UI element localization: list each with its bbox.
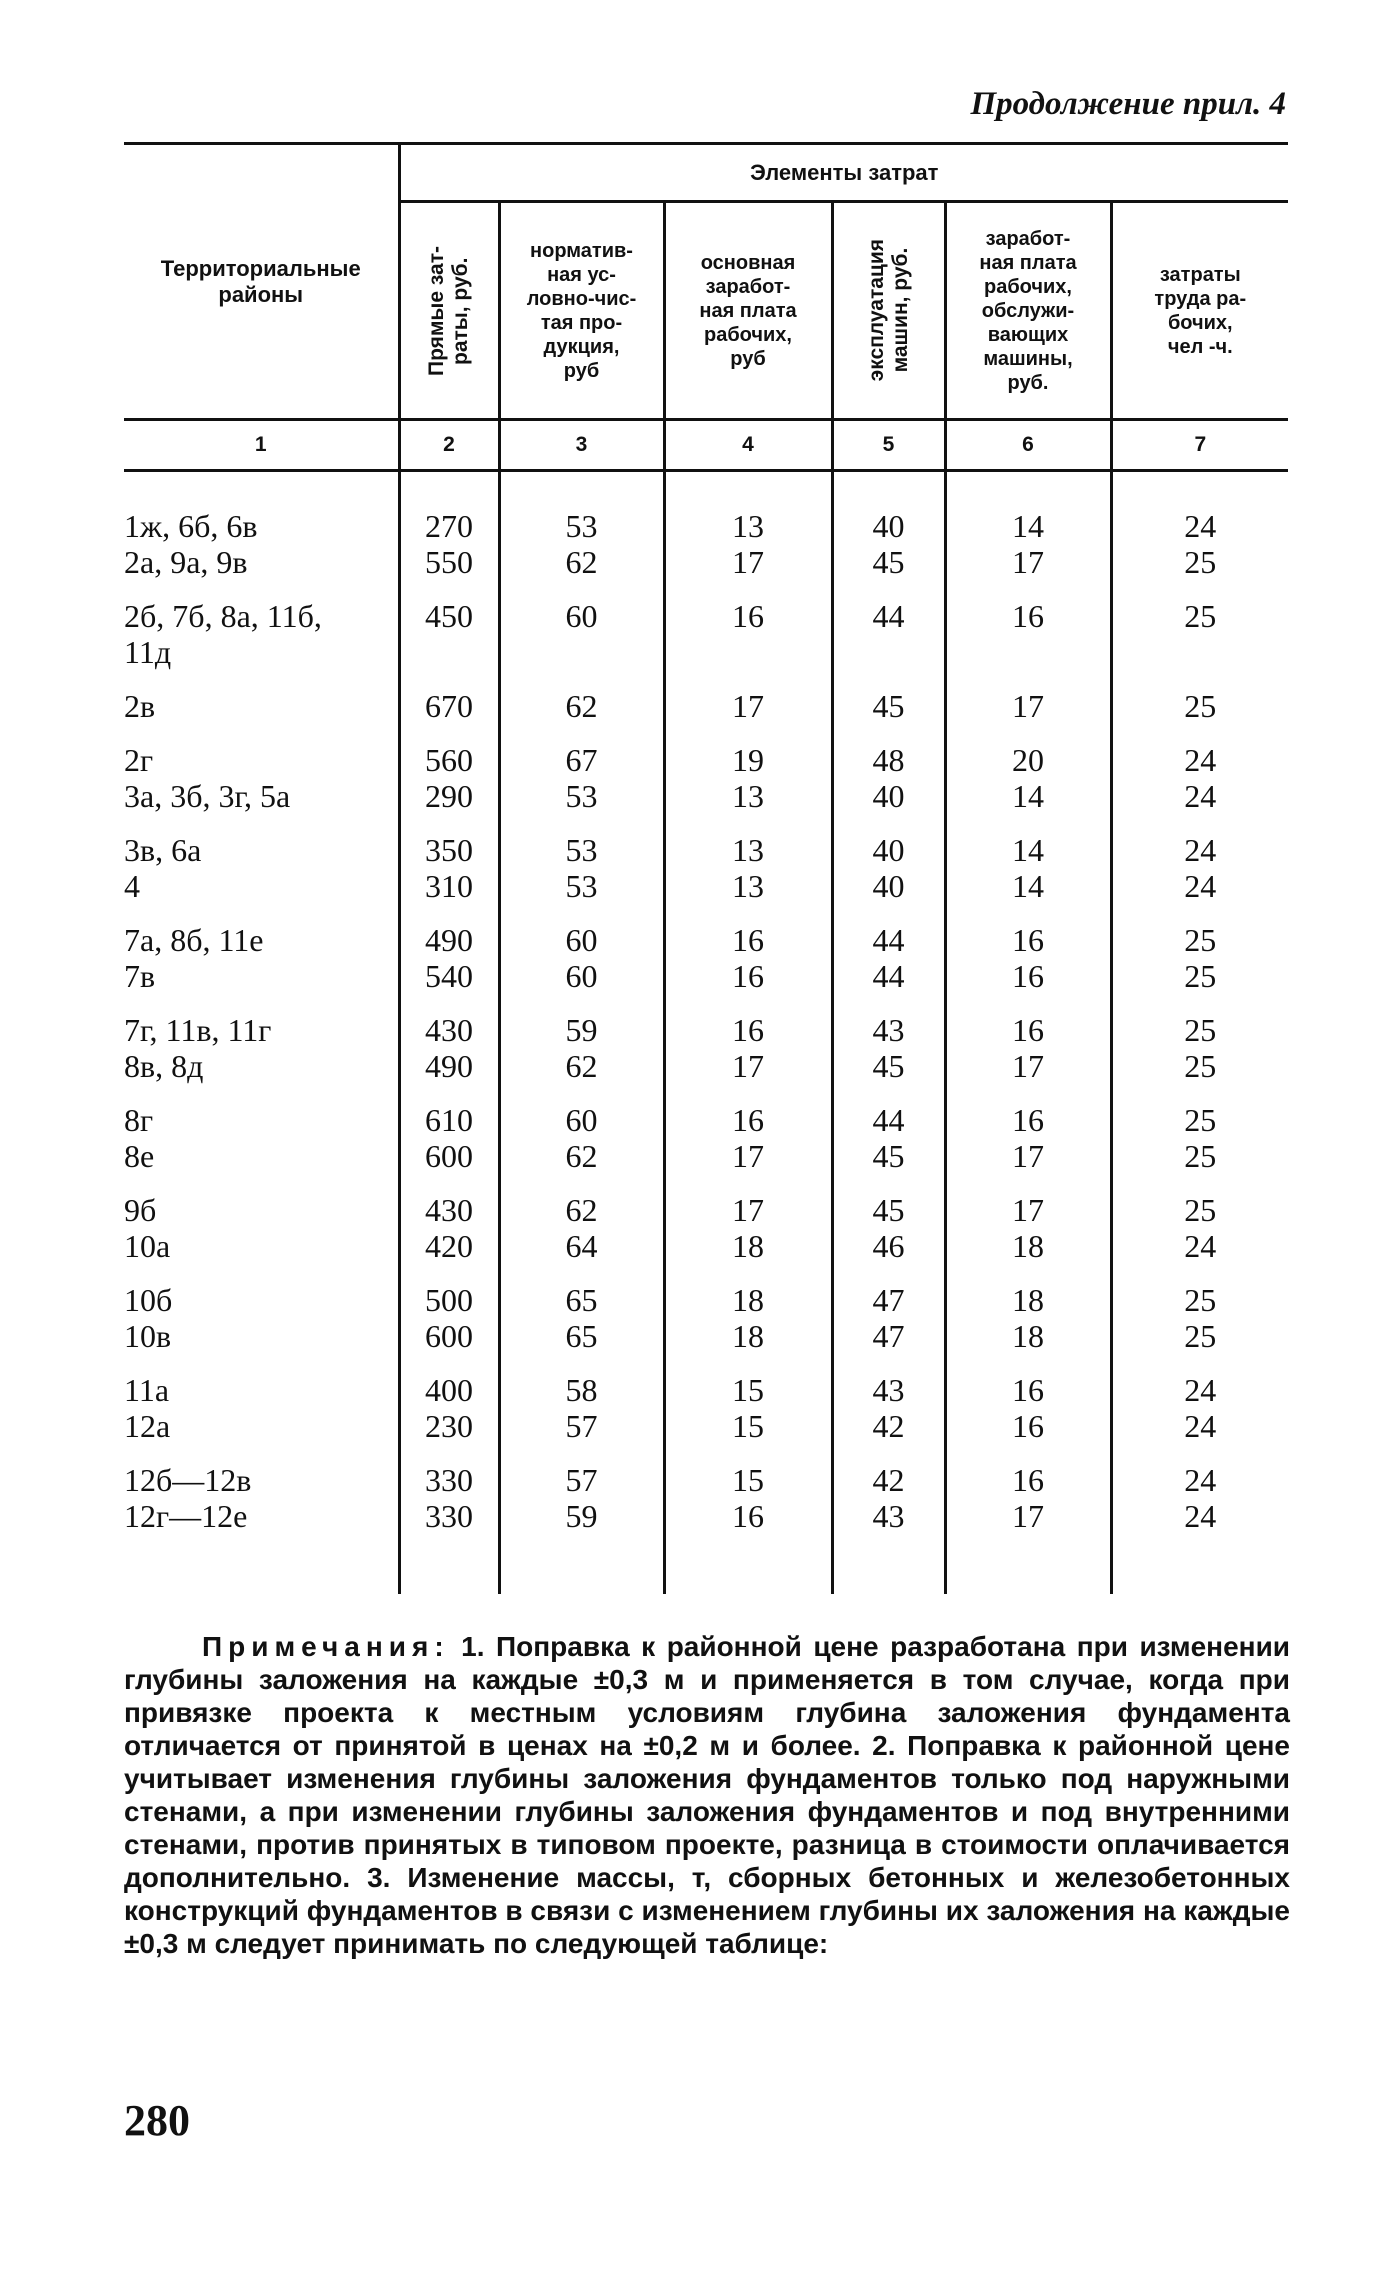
value-cell: 500 600 [399, 1264, 499, 1354]
value-cell: 400 230 [399, 1354, 499, 1444]
value-cell: 18 18 [664, 1264, 832, 1354]
column-number: 4 [664, 420, 832, 471]
value-cell: 430 420 [399, 1174, 499, 1264]
value-cell: 25 24 [1111, 1174, 1288, 1264]
region-cell: 2в [124, 688, 156, 724]
column-number: 7 [1111, 420, 1288, 471]
value-cell: 24 25 [1111, 471, 1288, 581]
price-table [124, 142, 1288, 1594]
value-cell: 490 540 [399, 904, 499, 994]
region-cell: 11а 12а [124, 1372, 171, 1444]
empty-cell [1111, 1534, 1288, 1594]
table-tail [124, 1534, 1288, 1594]
value-cell: 58 57 [499, 1354, 664, 1444]
value-cell: 62 64 [499, 1174, 664, 1264]
table-body [124, 471, 1288, 1595]
table-row [124, 1174, 1288, 1264]
table-row [124, 814, 1288, 904]
value-cell: 17 [664, 670, 832, 724]
notes-paragraph [124, 1630, 1290, 1960]
region-cell: 1ж, 6б, 6в 2а, 9а, 9в [124, 508, 258, 580]
empty-cell [945, 1534, 1111, 1594]
page-number: 280 [124, 2096, 190, 2145]
value-cell: 44 [832, 580, 945, 670]
value-cell: 270 550 [399, 471, 499, 581]
value-cell: 560 290 [399, 724, 499, 814]
value-cell: 24 24 [1111, 1444, 1288, 1534]
value-cell: 14 14 [945, 814, 1111, 904]
region-cell: 10б 10в [124, 1282, 173, 1354]
value-cell: 60 60 [499, 904, 664, 994]
value-cell: 25 25 [1111, 994, 1288, 1084]
value-cell: 60 62 [499, 1084, 664, 1174]
value-cell: 42 43 [832, 1444, 945, 1534]
value-cell: 16 17 [945, 1084, 1111, 1174]
value-cell: 19 13 [664, 724, 832, 814]
value-cell: 44 44 [832, 904, 945, 994]
value-cell: 25 25 [1111, 1084, 1288, 1174]
value-cell: 16 16 [945, 1354, 1111, 1444]
header-direct-costs: Прямые зат- раты, руб. [399, 202, 499, 420]
region-cell: 9б 10а [124, 1192, 171, 1264]
value-cell: 43 45 [832, 994, 945, 1084]
value-cell: 20 14 [945, 724, 1111, 814]
value-cell: 44 45 [832, 1084, 945, 1174]
value-cell: 57 59 [499, 1444, 664, 1534]
value-cell: 17 18 [664, 1174, 832, 1264]
value-cell: 65 65 [499, 1264, 664, 1354]
table-row [124, 904, 1288, 994]
value-cell: 53 62 [499, 471, 664, 581]
value-cell: 25 [1111, 670, 1288, 724]
value-cell: 16 16 [945, 904, 1111, 994]
region-cell: 2г 3а, 3б, 3г, 5а [124, 742, 291, 814]
value-cell: 450 [399, 580, 499, 670]
header-normative-product: норматив- ная ус- ловно-чис- тая про- дукция, руб [499, 202, 664, 420]
table-row [124, 1084, 1288, 1174]
value-cell: 610 600 [399, 1084, 499, 1174]
value-cell: 16 17 [945, 1444, 1111, 1534]
header-base-wage: основная заработ- ная плата рабочих, руб [664, 202, 832, 420]
column-number: 3 [499, 420, 664, 471]
value-cell: 24 24 [1111, 1354, 1288, 1444]
value-cell: 16 [664, 580, 832, 670]
table-row [124, 1264, 1288, 1354]
value-cell: 40 45 [832, 471, 945, 581]
table-row [124, 1444, 1288, 1534]
value-cell: 67 53 [499, 724, 664, 814]
value-cell: 13 13 [664, 814, 832, 904]
table-row [124, 580, 1288, 670]
value-cell: 16 16 [664, 904, 832, 994]
region-cell: 7а, 8б, 11е 7в [124, 922, 264, 994]
value-cell: 53 53 [499, 814, 664, 904]
value-cell: 350 310 [399, 814, 499, 904]
value-cell: 15 16 [664, 1444, 832, 1534]
table-row [124, 471, 1288, 581]
empty-cell [399, 1534, 499, 1594]
value-cell: 24 24 [1111, 724, 1288, 814]
region-cell: 7г, 11в, 11г 8в, 8д [124, 1012, 272, 1084]
header-machine-wage: заработ- ная плата рабочих, обслужи- вающих машины, руб. [945, 202, 1111, 420]
value-cell: 60 [499, 580, 664, 670]
column-number-row [124, 420, 1288, 471]
notes-text: 1. Поправка к районной цене разработана при изменении глубины заложения на каждые ±0,3 м и применяется в том случае, когда при привязке проекта к местным условиям глубина заложения фундамента отличается от принятой в ценах на ±0,2 м и более. 2. Поправка к районной цене учитывает изменения глубины заложения фундаментов только под наружными стенами, а при изменении глубины заложения фундаментов и под внутренними стенами, против принятых в типовом проекте, разница в стоимости оплачивается дополнительно. 3. Изменение массы, т, сборных бетонных и железобетонных конструкций фундаментов в связи с изменением глубины их заложения на каждые ±0,3 м следует принимать по следующей таблице: [124, 1631, 1290, 1959]
region-cell: 3в, 6а 4 [124, 832, 202, 904]
empty-cell [124, 1534, 399, 1594]
value-cell: 330 330 [399, 1444, 499, 1534]
value-cell: 43 42 [832, 1354, 945, 1444]
region-cell: 12б—12в 12г—12е [124, 1462, 252, 1534]
column-number: 5 [832, 420, 945, 471]
value-cell: 670 [399, 670, 499, 724]
value-cell: 430 490 [399, 994, 499, 1084]
region-cell: 2б, 7б, 8а, 11б, 11д [124, 598, 322, 670]
header-labor-cost: затраты труда ра- бочих, чел -ч. [1111, 202, 1288, 420]
value-cell: 25 25 [1111, 904, 1288, 994]
column-number: 1 [124, 420, 399, 471]
table-row [124, 724, 1288, 814]
empty-cell [499, 1534, 664, 1594]
value-cell: 14 17 [945, 471, 1111, 581]
value-cell: 45 [832, 670, 945, 724]
value-cell: 13 17 [664, 471, 832, 581]
table-row [124, 994, 1288, 1084]
value-cell: 25 [1111, 580, 1288, 670]
table-row [124, 670, 1288, 724]
value-cell: 16 17 [945, 994, 1111, 1084]
empty-cell [832, 1534, 945, 1594]
value-cell: 15 15 [664, 1354, 832, 1444]
value-cell: 45 46 [832, 1174, 945, 1264]
table-row [124, 1354, 1288, 1444]
value-cell: 48 40 [832, 724, 945, 814]
value-cell: 16 [945, 580, 1111, 670]
column-number: 6 [945, 420, 1111, 471]
value-cell: 47 47 [832, 1264, 945, 1354]
region-cell: 8г 8е [124, 1102, 155, 1174]
value-cell: 24 24 [1111, 814, 1288, 904]
header-cost-elements: Элементы затрат [399, 144, 1288, 202]
value-cell: 25 25 [1111, 1264, 1288, 1354]
value-cell: 16 17 [664, 994, 832, 1084]
value-cell: 17 [945, 670, 1111, 724]
value-cell: 16 17 [664, 1084, 832, 1174]
continuation-label: Продолжение прил. 4 [970, 86, 1286, 122]
column-number: 2 [399, 420, 499, 471]
value-cell: 18 18 [945, 1264, 1111, 1354]
value-cell: 40 40 [832, 814, 945, 904]
header-machine-operation: эксплуатация машин, руб. [832, 202, 945, 420]
empty-cell [664, 1534, 832, 1594]
value-cell: 59 62 [499, 994, 664, 1084]
value-cell: 62 [499, 670, 664, 724]
header-regions: Территориальные районы [160, 255, 361, 307]
notes-label: Примечания: [202, 1631, 450, 1662]
value-cell: 17 18 [945, 1174, 1111, 1264]
